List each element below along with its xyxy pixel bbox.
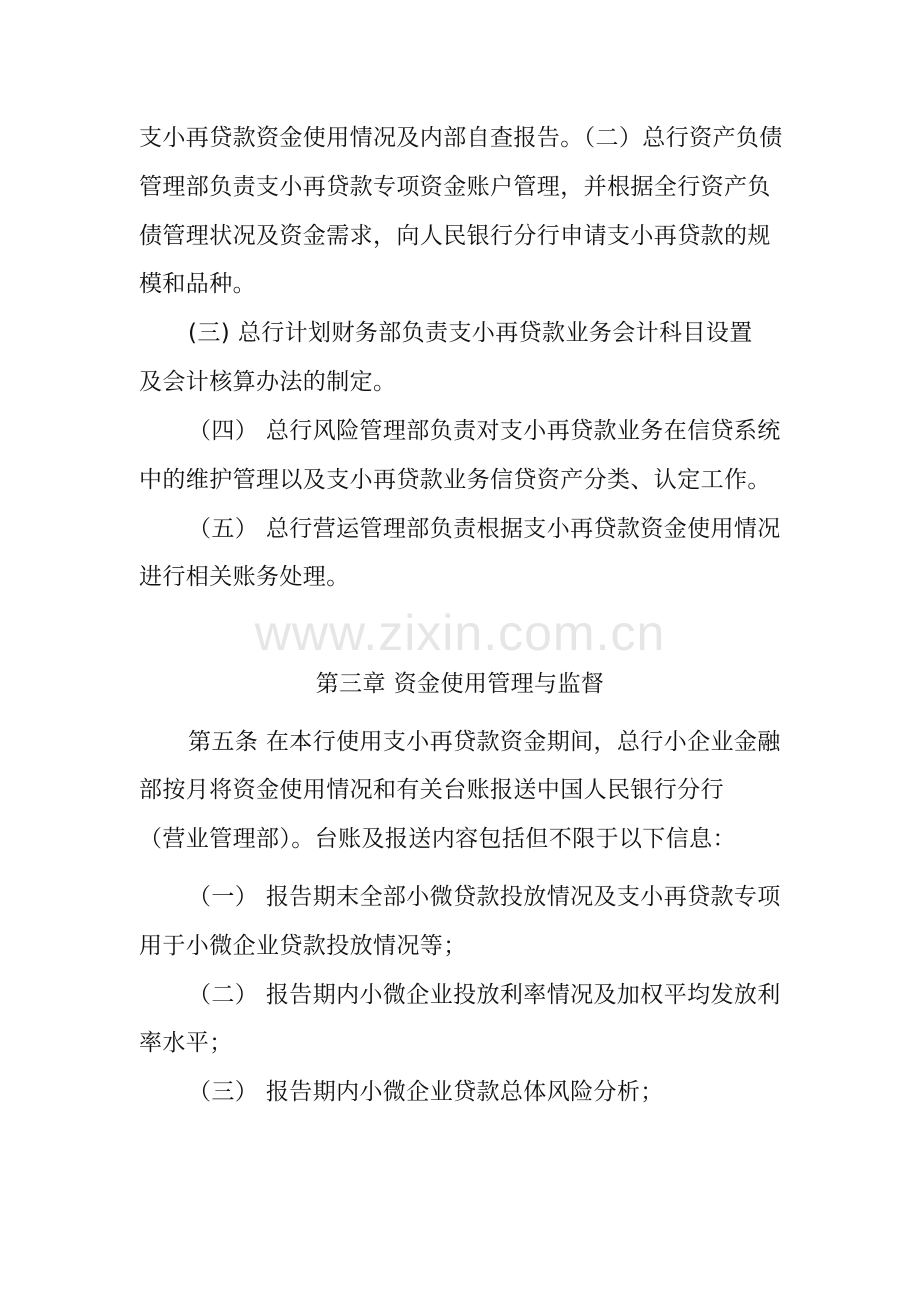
watermark: www.zixin.com.cn	[254, 605, 666, 661]
section-item-three: (三) 总行计划财务部负责支小再贷款业务会计科目设置	[188, 320, 753, 346]
paragraph-line: 模和品种。	[139, 271, 256, 297]
paragraph-line: 率水平；	[139, 1030, 233, 1056]
paragraph-line: 进行相关账务处理。	[139, 564, 350, 590]
article-heading-line: 第五条 在本行使用支小再贷款资金期间，总行小企业金融	[188, 729, 781, 755]
list-item-two: （二） 报告期内小微企业投放利率情况及加权平均发放利	[188, 982, 781, 1008]
list-item-three: （三） 报告期内小微企业贷款总体风险分析；	[188, 1079, 664, 1105]
paragraph-line: 及会计核算办法的制定。	[139, 369, 397, 395]
paragraph-line: 中的维护管理以及支小再贷款业务信贷资产分类、认定工作。	[139, 467, 771, 493]
list-item-one: （一） 报告期末全部小微贷款投放情况及支小再贷款专项	[188, 884, 781, 910]
paragraph-line: 管理部负责支小再贷款专项资金账户管理，并根据全行资产负	[139, 174, 771, 200]
section-item-five: （五） 总行营运管理部负责根据支小再贷款资金使用情况	[188, 516, 781, 542]
paragraph-line: 支小再贷款资金使用情况及内部自查报告。（二）总行资产负债	[139, 125, 783, 151]
paragraph-line: 债管理状况及资金需求，向人民银行分行申请支小再贷款的规	[139, 223, 771, 249]
paragraph-line: （营业管理部）。台账及报送内容包括但不限于以下信息：	[139, 826, 736, 852]
chapter-title: 第三章 资金使用管理与监督	[315, 671, 605, 697]
paragraph-line: 用于小微企业贷款投放情况等；	[139, 933, 467, 959]
paragraph-line: 部按月将资金使用情况和有关台账报送中国人民银行分行	[139, 777, 724, 803]
section-item-four: （四） 总行风险管理部负责对支小再贷款业务在信贷系统	[188, 418, 781, 444]
